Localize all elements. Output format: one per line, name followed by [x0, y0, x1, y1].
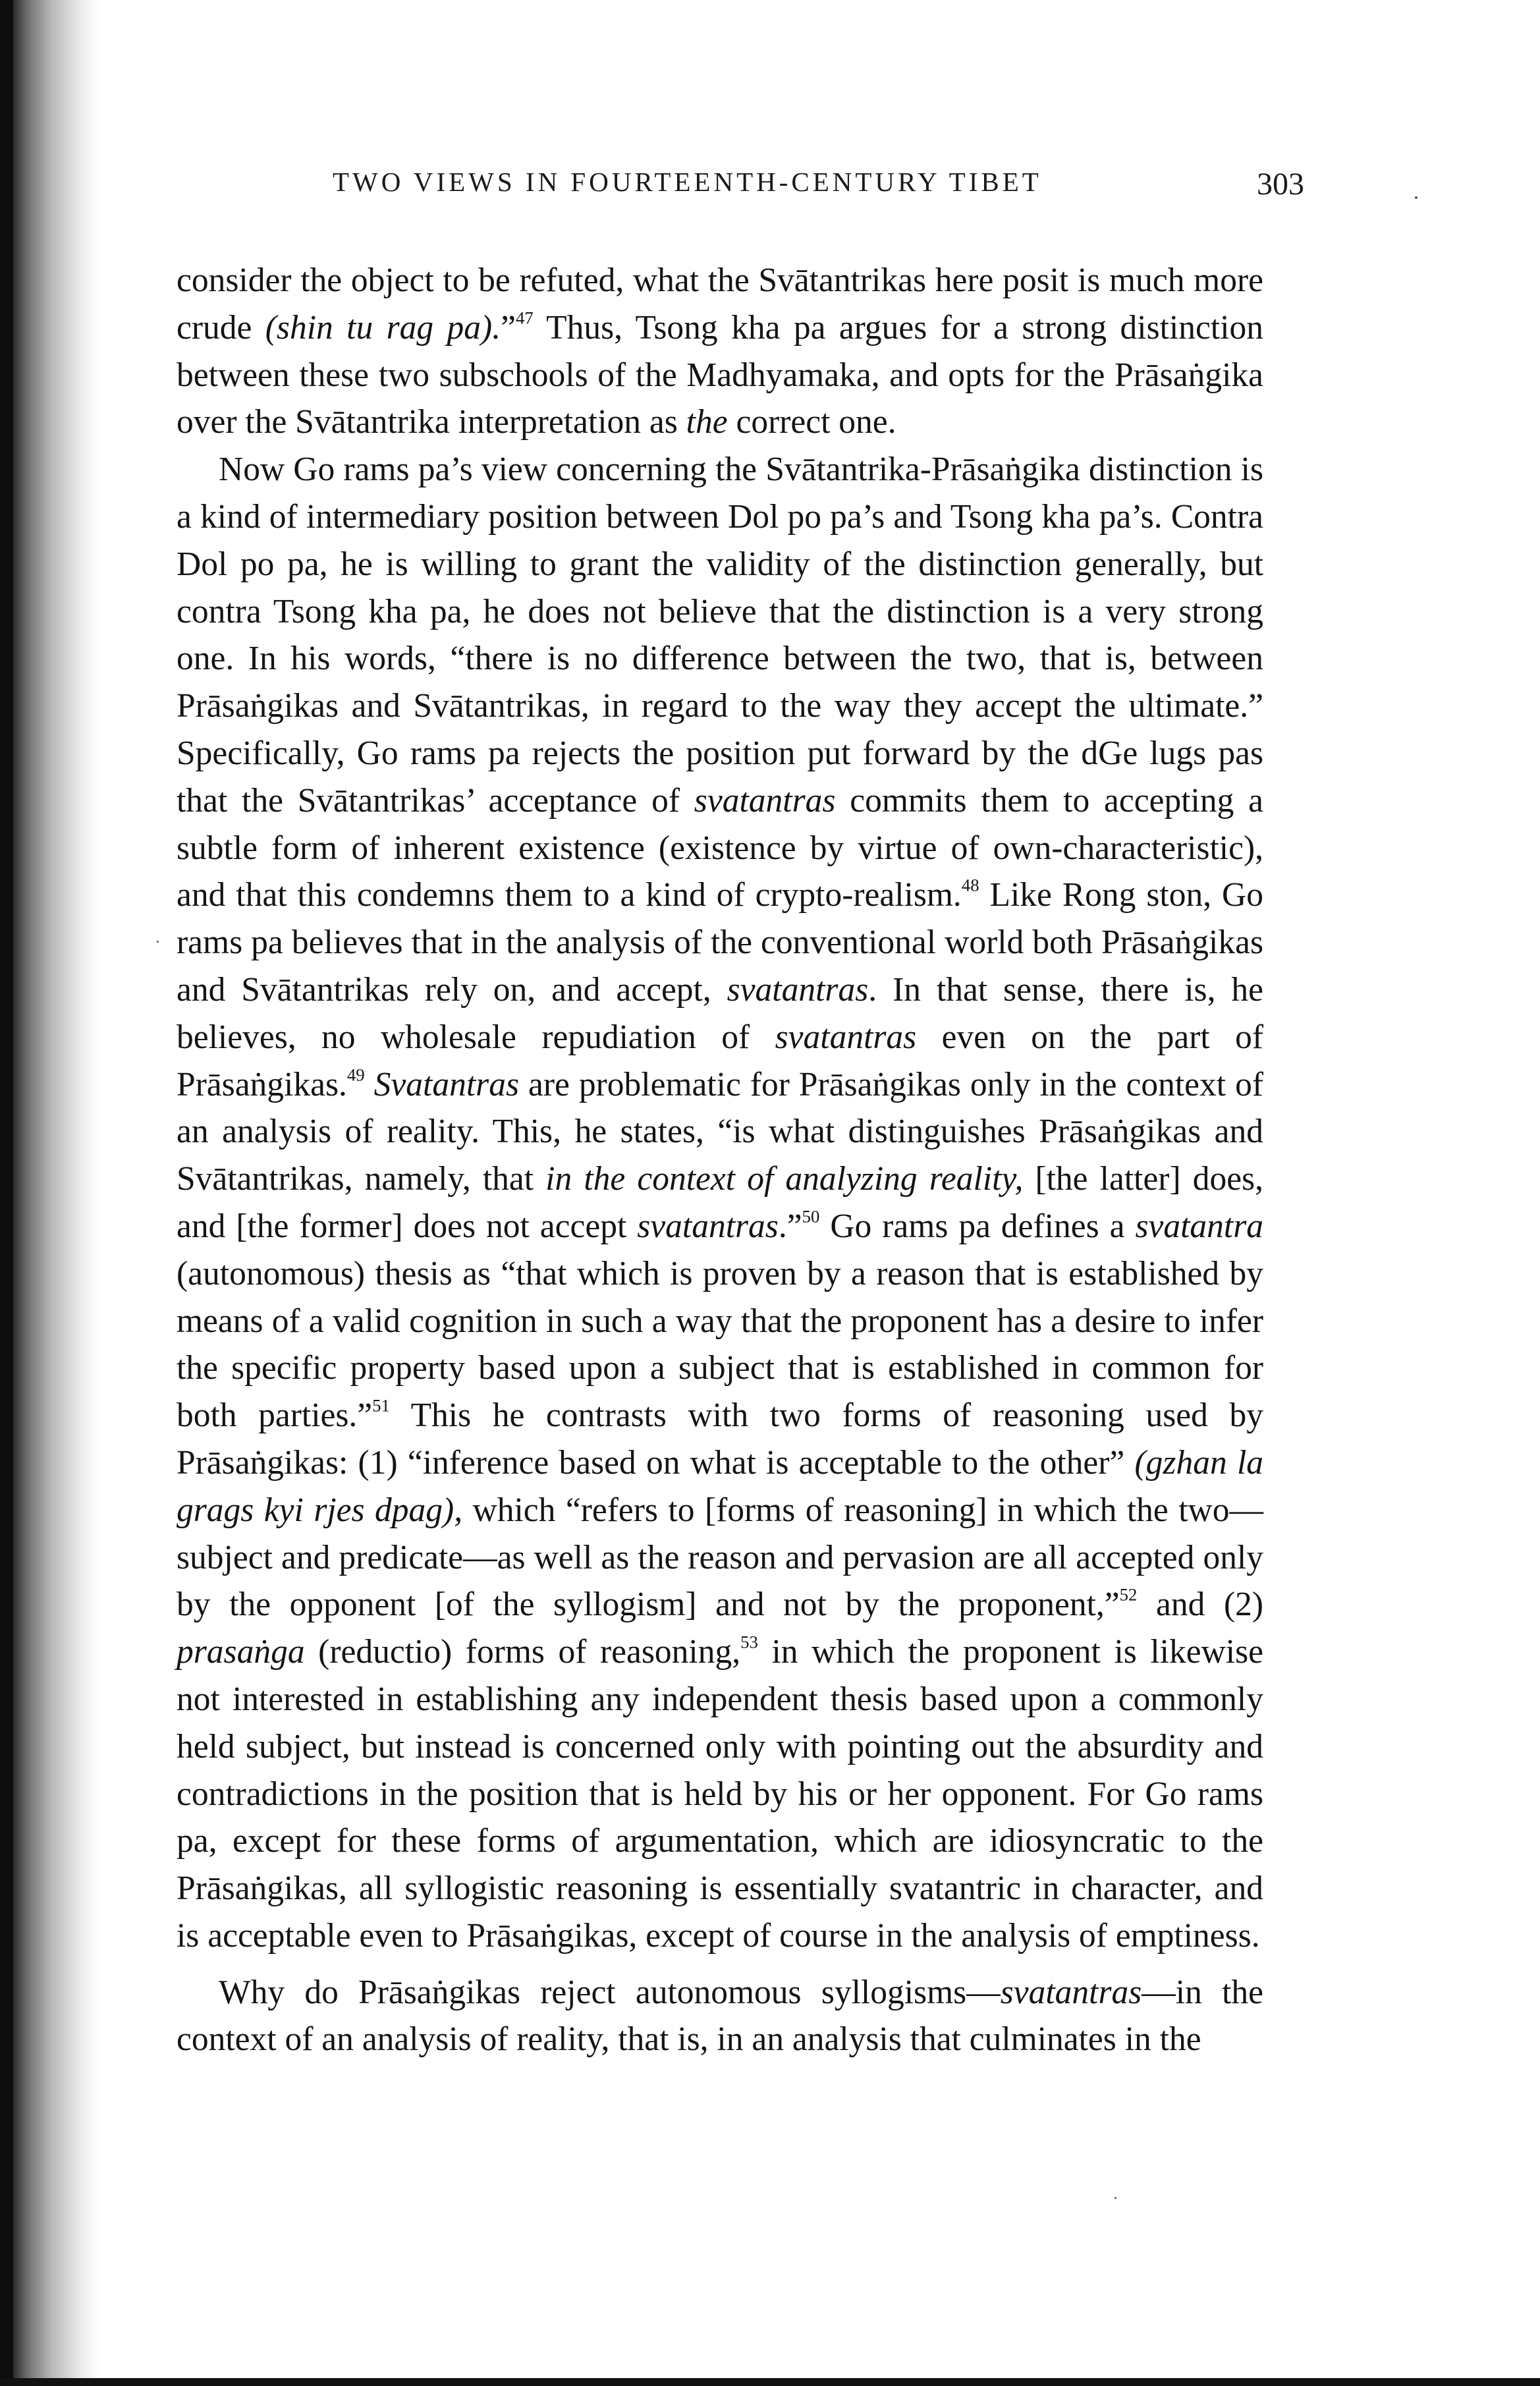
- text-run: [the latter] does, and [the former] does not accept: [177, 1160, 1263, 1245]
- footnote-ref: 47: [515, 308, 534, 328]
- footnote-ref: 49: [346, 1064, 365, 1084]
- text-run: which “refers to [forms of reasoning] in which the two—subject and predicate—as well as the reason and pervasion are all accepted only by the opponent [of the syllogism] and not by the proponent,”: [177, 1491, 1263, 1624]
- scan-bottom-edge: [0, 2378, 1540, 2386]
- text-run: —in the context of an analysis of reality, that is, in an analysis that culminates in the: [177, 1973, 1263, 2059]
- text-run: Thus, Tsong kha pa argues for a strong distinction between these two subschools of the Madhyamaka, and opts for the Prāsaṅgika over the Svātantrika interpretation as: [177, 308, 1264, 441]
- italic-run: (shin tu rag pa).: [265, 308, 501, 347]
- text-run: and (2): [1137, 1586, 1263, 1624]
- text-run: Go rams pa defines a: [819, 1207, 1136, 1245]
- text-run: ”: [501, 308, 516, 347]
- text-run: commits them to accepting a subtle form of inherent existence (existence by virtue of own-characteristic), and that this condemns them to a kind of crypto-realism.: [177, 781, 1263, 914]
- text-run: (reductio) forms of reasoning,: [304, 1633, 741, 1671]
- text-run: even on the part of Prāsaṅgikas.: [177, 1018, 1263, 1103]
- text-run: [365, 1066, 374, 1103]
- text-run: (autonomous) thesis as “that which is proven by a reason that is established by means of a valid cognition in such a way that the proponent has a desire to infer the specific property based upon a subject that is established in common for both parties.”: [177, 1254, 1263, 1435]
- footnote-ref: 48: [961, 875, 979, 895]
- text-run: in which the proponent is likewise not interested in establishing any independent thesis based upon a commonly held subject, but instead is concerned only with pointing out the absurdity and contradictions in the position that is held by his or her opponent. For Go rams pa, except for these forms of argumentation, which are idiosyncratic to the Prāsaṅgikas, all syllogistic reasoning is essentially svatantric in character, and is acceptable even to Prāsaṅgikas, except of course in the analysis of emptiness.: [177, 1633, 1263, 1955]
- footnote-ref: 53: [740, 1632, 758, 1652]
- italic-run: (gzhan la grags kyi rjes dpag),: [177, 1443, 1264, 1529]
- italic-run: svatantras: [727, 970, 869, 1009]
- page-header: [333, 166, 1400, 219]
- text-run: are problematic for Prāsaṅgikas only in the context of an analysis of reality. This, he states, “is what distinguishes Prāsaṅgikas and Svātantrikas, namely, that: [177, 1065, 1263, 1198]
- text-run: consider the object to be refuted, what the Svātantrikas here posit is much more crude: [177, 262, 1263, 347]
- italic-run: svatantras: [775, 1018, 917, 1056]
- paragraph-2: [177, 446, 1263, 1960]
- italic-run: prasaṅga: [177, 1633, 305, 1671]
- text-run: Why do Prāsaṅgikas reject autonomous syllogisms—: [219, 1973, 1001, 2011]
- binding-edge: [0, 0, 13, 2386]
- text-run: Now Go rams pa’s view concerning the Svātantrika-Prāsaṅgika distinction is a kind of intermediary position between Dol po pa’s and Tsong kha pa’s. Contra Dol po pa, he is willing to grant the validity of the distinction generally, but contra Tsong kha pa, he does not believe that the distinction is a very strong one. In his words, “there is no difference between the two, that is, between Prāsaṅgikas and Svātantrikas, in regard to the way they accept the ultimate.” Specifically, Go rams pa rejects the position put forward by the dGe lugs pas that the Svātantrikas’ acceptance of: [177, 451, 1263, 819]
- binding-shadow: [0, 0, 99, 2386]
- italic-run: Svatantras: [373, 1065, 519, 1103]
- scan-speck: [1114, 2197, 1116, 2199]
- scan-speck: [1415, 196, 1417, 199]
- text-run: This he contrasts with two forms of reasoning used by Prāsaṅgikas: (1) “inference based on what is acceptable to the other”: [177, 1397, 1263, 1482]
- page-number: 303: [1257, 167, 1304, 202]
- body-text: [177, 257, 1263, 2063]
- text-run: Like Rong ston, Go rams pa believes that in the analysis of the conventional world both Prāsaṅgikas and Svātantrikas rely on, and accept,: [177, 876, 1263, 1009]
- text-run: . In that sense, there is, he believes, no wholesale repudiation of: [177, 970, 1263, 1056]
- scan-speck: [157, 941, 159, 943]
- italic-run: svatantras: [637, 1207, 779, 1245]
- text-run: correct one.: [727, 403, 896, 441]
- text-run: .”: [778, 1207, 802, 1245]
- italic-run: in the context of analyzing reality,: [545, 1160, 1024, 1198]
- footnote-ref: 52: [1119, 1584, 1138, 1605]
- paragraph-1: [177, 257, 1263, 446]
- paragraph-3: [177, 1969, 1263, 2064]
- italic-run: svatantra: [1135, 1207, 1264, 1245]
- italic-run: svatantras: [694, 781, 836, 819]
- footnote-ref: 51: [372, 1395, 390, 1416]
- running-head: TWO VIEWS IN FOURTEENTH-CENTURY TIBET: [333, 167, 1042, 197]
- italic-run: the: [686, 403, 728, 441]
- italic-run: svatantras: [1000, 1973, 1142, 2011]
- footnote-ref: 50: [802, 1206, 820, 1227]
